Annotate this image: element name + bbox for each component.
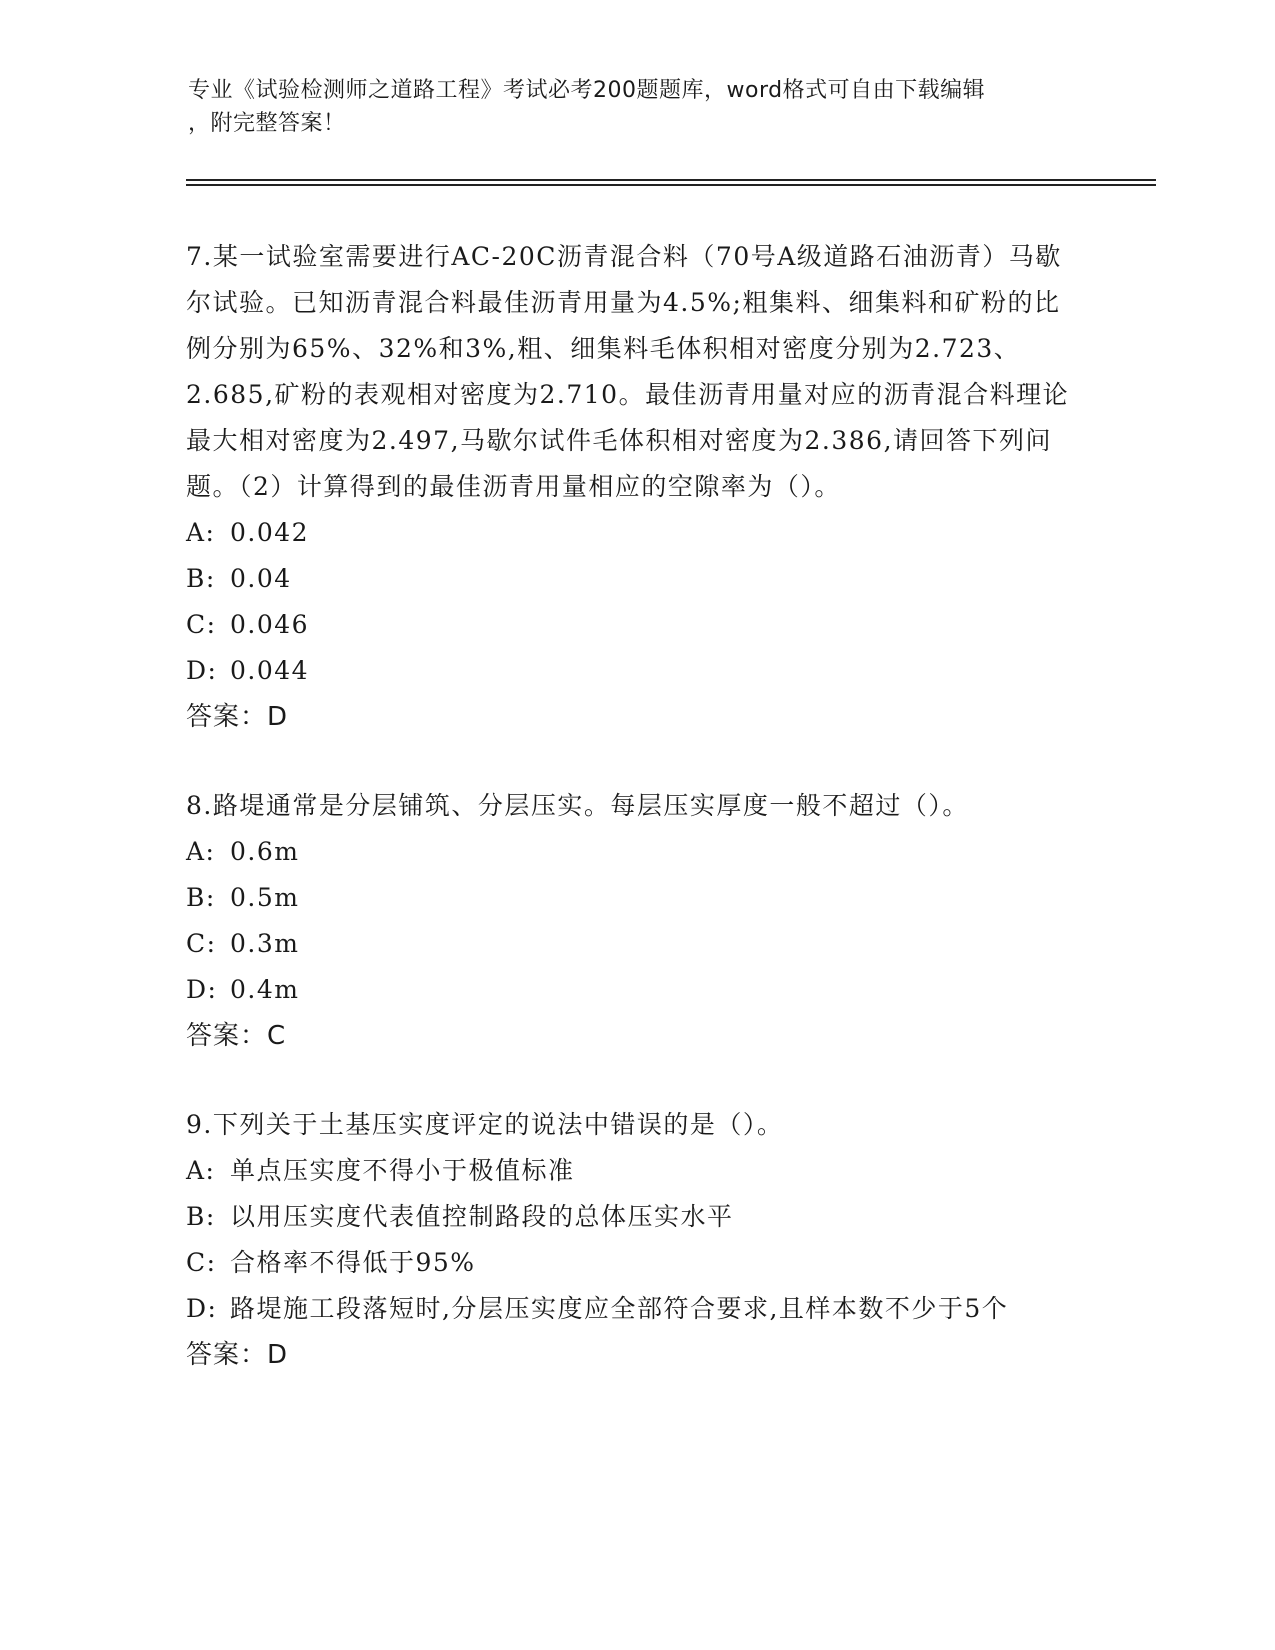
option-text: 0.04 xyxy=(230,564,292,593)
option-d xyxy=(186,648,1086,694)
option-text: 0.044 xyxy=(230,656,310,685)
option-text: 0.4m xyxy=(230,975,300,1004)
option-label: B: xyxy=(186,883,216,912)
option-text: 0.3m xyxy=(230,929,300,958)
option-a xyxy=(186,829,1086,875)
option-c xyxy=(186,602,1086,648)
option-c xyxy=(186,921,1086,967)
option-text: 0.042 xyxy=(230,518,310,547)
option-b xyxy=(186,556,1086,602)
answer: 答案：C xyxy=(186,1021,287,1051)
option-d xyxy=(186,1286,1086,1332)
option-label: A: xyxy=(186,837,216,866)
question-text: 7.某一试验室需要进行AC-20C沥青混合料（70号A级道路石油沥青）马歇尔试验。已知沥青混合料最佳沥青用量为4.5%;粗集料、细集料和矿粉的比例分别为65%、32%和3%,粗、细集料毛体积相对密度分别为2.723、2.685,矿粉的表观相对密度为2.710。最佳沥青用量对应的沥青混合料理论最大相对密度为2.497,马歇尔试件毛体积相对密度为2.386,请回答下列问题。（2）计算得到的最佳沥青用量相应的空隙率为（）。 xyxy=(186,242,1070,501)
question-8 xyxy=(186,783,1086,1059)
option-d xyxy=(186,967,1086,1013)
header-line-1: 专业《试验检测师之道路工程》考试必考200题题库，word格式可自由下载编辑 xyxy=(188,78,986,103)
option-text: 单点压实度不得小于极值标准 xyxy=(230,1156,575,1185)
question-9 xyxy=(186,1102,1086,1378)
option-text: 0.5m xyxy=(230,883,300,912)
question-7 xyxy=(186,234,1086,740)
option-text: 合格率不得低于95% xyxy=(230,1248,476,1277)
option-label: A: xyxy=(186,518,216,547)
option-text: 0.6m xyxy=(230,837,300,866)
option-label: B: xyxy=(186,564,216,593)
option-label: C: xyxy=(186,929,217,958)
option-label: D: xyxy=(186,975,218,1004)
option-label: C: xyxy=(186,610,217,639)
option-label: D: xyxy=(186,1294,218,1323)
header-divider-top xyxy=(186,179,1156,181)
question-list xyxy=(186,234,1086,1421)
option-a xyxy=(186,510,1086,556)
option-text: 路堤施工段落短时,分层压实度应全部符合要求,且样本数不少于5个 xyxy=(230,1294,1009,1323)
option-label: B: xyxy=(186,1202,216,1231)
option-label: C: xyxy=(186,1248,217,1277)
answer: 答案：D xyxy=(186,1340,289,1370)
answer: 答案：D xyxy=(186,702,289,732)
option-label: A: xyxy=(186,1156,216,1185)
option-c xyxy=(186,1240,1086,1286)
header-line-2: ，附完整答案！ xyxy=(188,111,346,136)
option-text: 0.046 xyxy=(230,610,310,639)
header-divider-bottom xyxy=(186,184,1156,186)
question-text: 8.路堤通常是分层铺筑、分层压实。每层压实厚度一般不超过（）。 xyxy=(186,791,969,820)
question-text: 9.下列关于土基压实度评定的说法中错误的是（）。 xyxy=(186,1110,784,1139)
option-b xyxy=(186,875,1086,921)
option-b xyxy=(186,1194,1086,1240)
option-label: D: xyxy=(186,656,218,685)
document-header xyxy=(188,74,1088,140)
option-text: 以用压实度代表值控制路段的总体压实水平 xyxy=(230,1202,734,1231)
option-a xyxy=(186,1148,1086,1194)
